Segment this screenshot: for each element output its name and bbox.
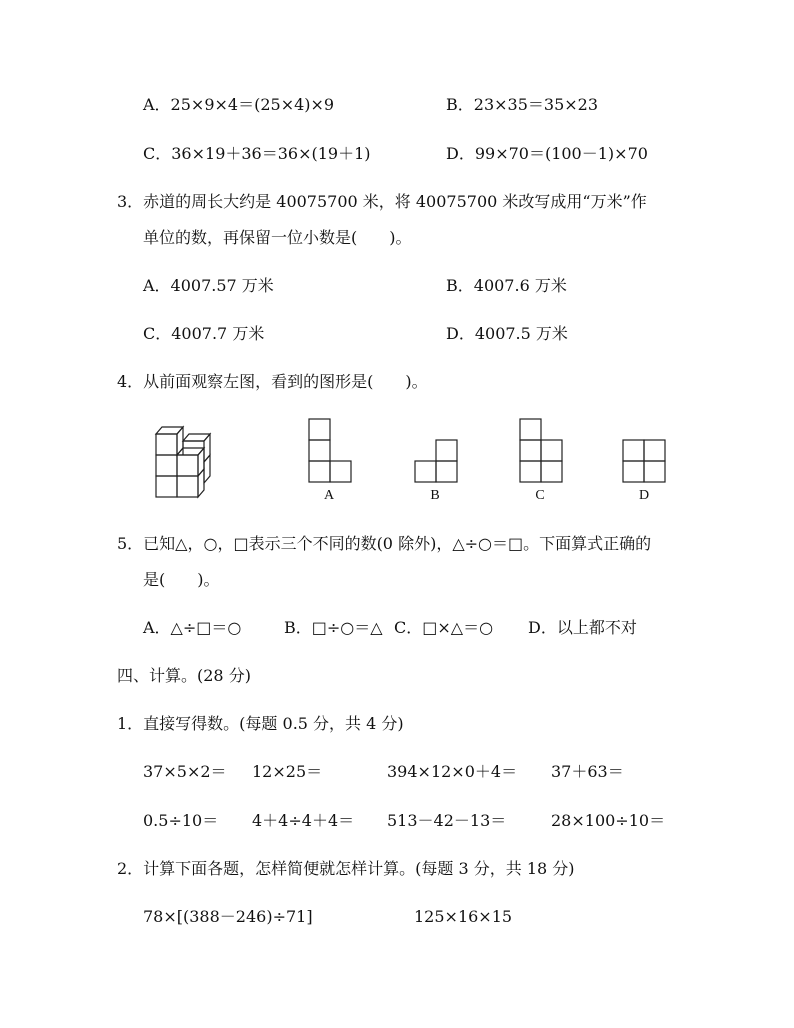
q5-option-b: B．□÷○＝△ bbox=[284, 618, 383, 637]
calc-2-item: 125×16×15 bbox=[414, 907, 513, 926]
calc-1-item: 28×100÷10＝ bbox=[551, 811, 666, 830]
q4-figure-b bbox=[414, 439, 460, 484]
q5-option-c: C．□×△＝○ bbox=[394, 618, 494, 637]
section-4-title: 四、计算。(28 分) bbox=[117, 666, 251, 685]
q3-stem-line1: 3．赤道的周长大约是 40075700 米，将 40075700 米改写成用“万米”作 bbox=[117, 192, 647, 211]
cube-stack-figure bbox=[150, 420, 220, 500]
q4-figure-d bbox=[622, 439, 668, 484]
q3-option-d: D．4007.5 万米 bbox=[446, 324, 568, 343]
q3-option-b: B．4007.6 万米 bbox=[446, 276, 567, 295]
calc-1-item: 37＋63＝ bbox=[551, 762, 624, 781]
q4-stem: 4．从前面观察左图，看到的图形是( )。 bbox=[117, 372, 428, 391]
q2-option-d: D．99×70＝(100－1)×70 bbox=[446, 144, 648, 163]
q4-label-d: D bbox=[638, 488, 650, 503]
calc-1-item: 37×5×2＝ bbox=[143, 762, 227, 781]
calc-1-item: 4＋4÷4＋4＝ bbox=[252, 811, 355, 830]
q2-option-c: C．36×19＋36＝36×(19＋1) bbox=[143, 144, 371, 163]
q3-option-c: C．4007.7 万米 bbox=[143, 324, 265, 343]
calc-1-item: 12×25＝ bbox=[252, 762, 323, 781]
calc-1-item: 394×12×0＋4＝ bbox=[387, 762, 518, 781]
calc-1-title: 1．直接写得数。(每题 0.5 分，共 4 分) bbox=[117, 714, 404, 733]
calc-1-item: 0.5÷10＝ bbox=[143, 811, 219, 830]
q5-stem-line2: 是( )。 bbox=[143, 570, 220, 589]
q5-option-a: A．△÷□＝○ bbox=[143, 618, 242, 637]
q3-option-a: A．4007.57 万米 bbox=[143, 276, 274, 295]
calc-2-title: 2．计算下面各题，怎样简便就怎样计算。(每题 3 分，共 18 分) bbox=[117, 859, 575, 878]
q2-option-b: B．23×35＝35×23 bbox=[446, 95, 599, 114]
q4-label-a: A bbox=[323, 488, 335, 503]
q5-option-d: D．以上都不对 bbox=[528, 618, 637, 637]
q4-figure-c bbox=[519, 418, 565, 484]
calc-2-item: 78×[(388－246)÷71] bbox=[143, 907, 313, 926]
q4-figure-a bbox=[308, 418, 354, 484]
q5-stem-line1: 5．已知△，○，□表示三个不同的数(0 除外)，△÷○＝□。下面算式正确的 bbox=[117, 534, 652, 553]
calc-1-item: 513－42－13＝ bbox=[387, 811, 507, 830]
q4-label-b: B bbox=[430, 488, 440, 503]
q3-stem-line2: 单位的数，再保留一位小数是( )。 bbox=[143, 228, 412, 247]
q4-label-c: C bbox=[535, 488, 545, 503]
q2-option-a: A．25×9×4＝(25×4)×9 bbox=[143, 95, 335, 114]
